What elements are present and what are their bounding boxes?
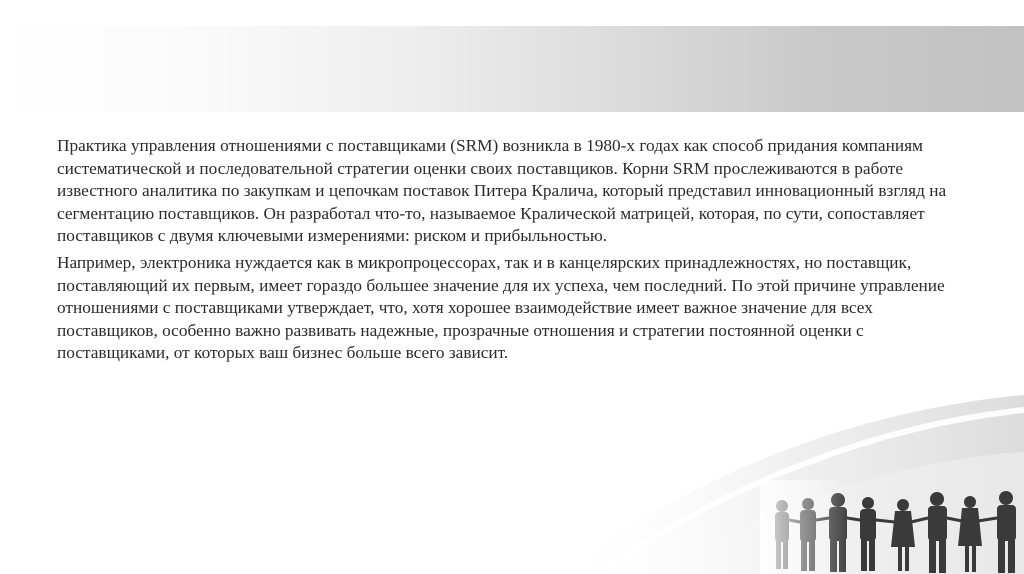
paragraph: Например, электроника нуждается как в микропроцессорах, так и в канцелярских принадлежностях, но поставщик, поставляющий их первым, имеет гораздо большее значение для их успеха, чем последний. По этой причине управление отношениями с поставщиками утверждает, что, хотя хорошее взаимодействие имеет важное значение для всех поставщиков, особенно важно развивать надежные, прозрачные отношения и стратегии постоянной оценки с поставщиками, от которых ваш бизнес больше всего зависит. (57, 252, 945, 363)
body-text (57, 135, 962, 369)
paragraph: Практика управления отношениями с поставщиками (SRM) возникла в 1980-х годах как способ придания компаниям систематической и последовательной стратегии оценки своих поставщиков. Корни SRM прослеживаются в работе известного аналитика по закупкам и цепочкам поставок Питера Кралича, который представил инновационный взгляд на сегментацию поставщиков. Он разработал что-то, называемое Кралической матрицей, которая, по сути, сопоставляет поставщиков с двумя ключевыми измерениями: риском и прибыльностью. (57, 136, 947, 246)
